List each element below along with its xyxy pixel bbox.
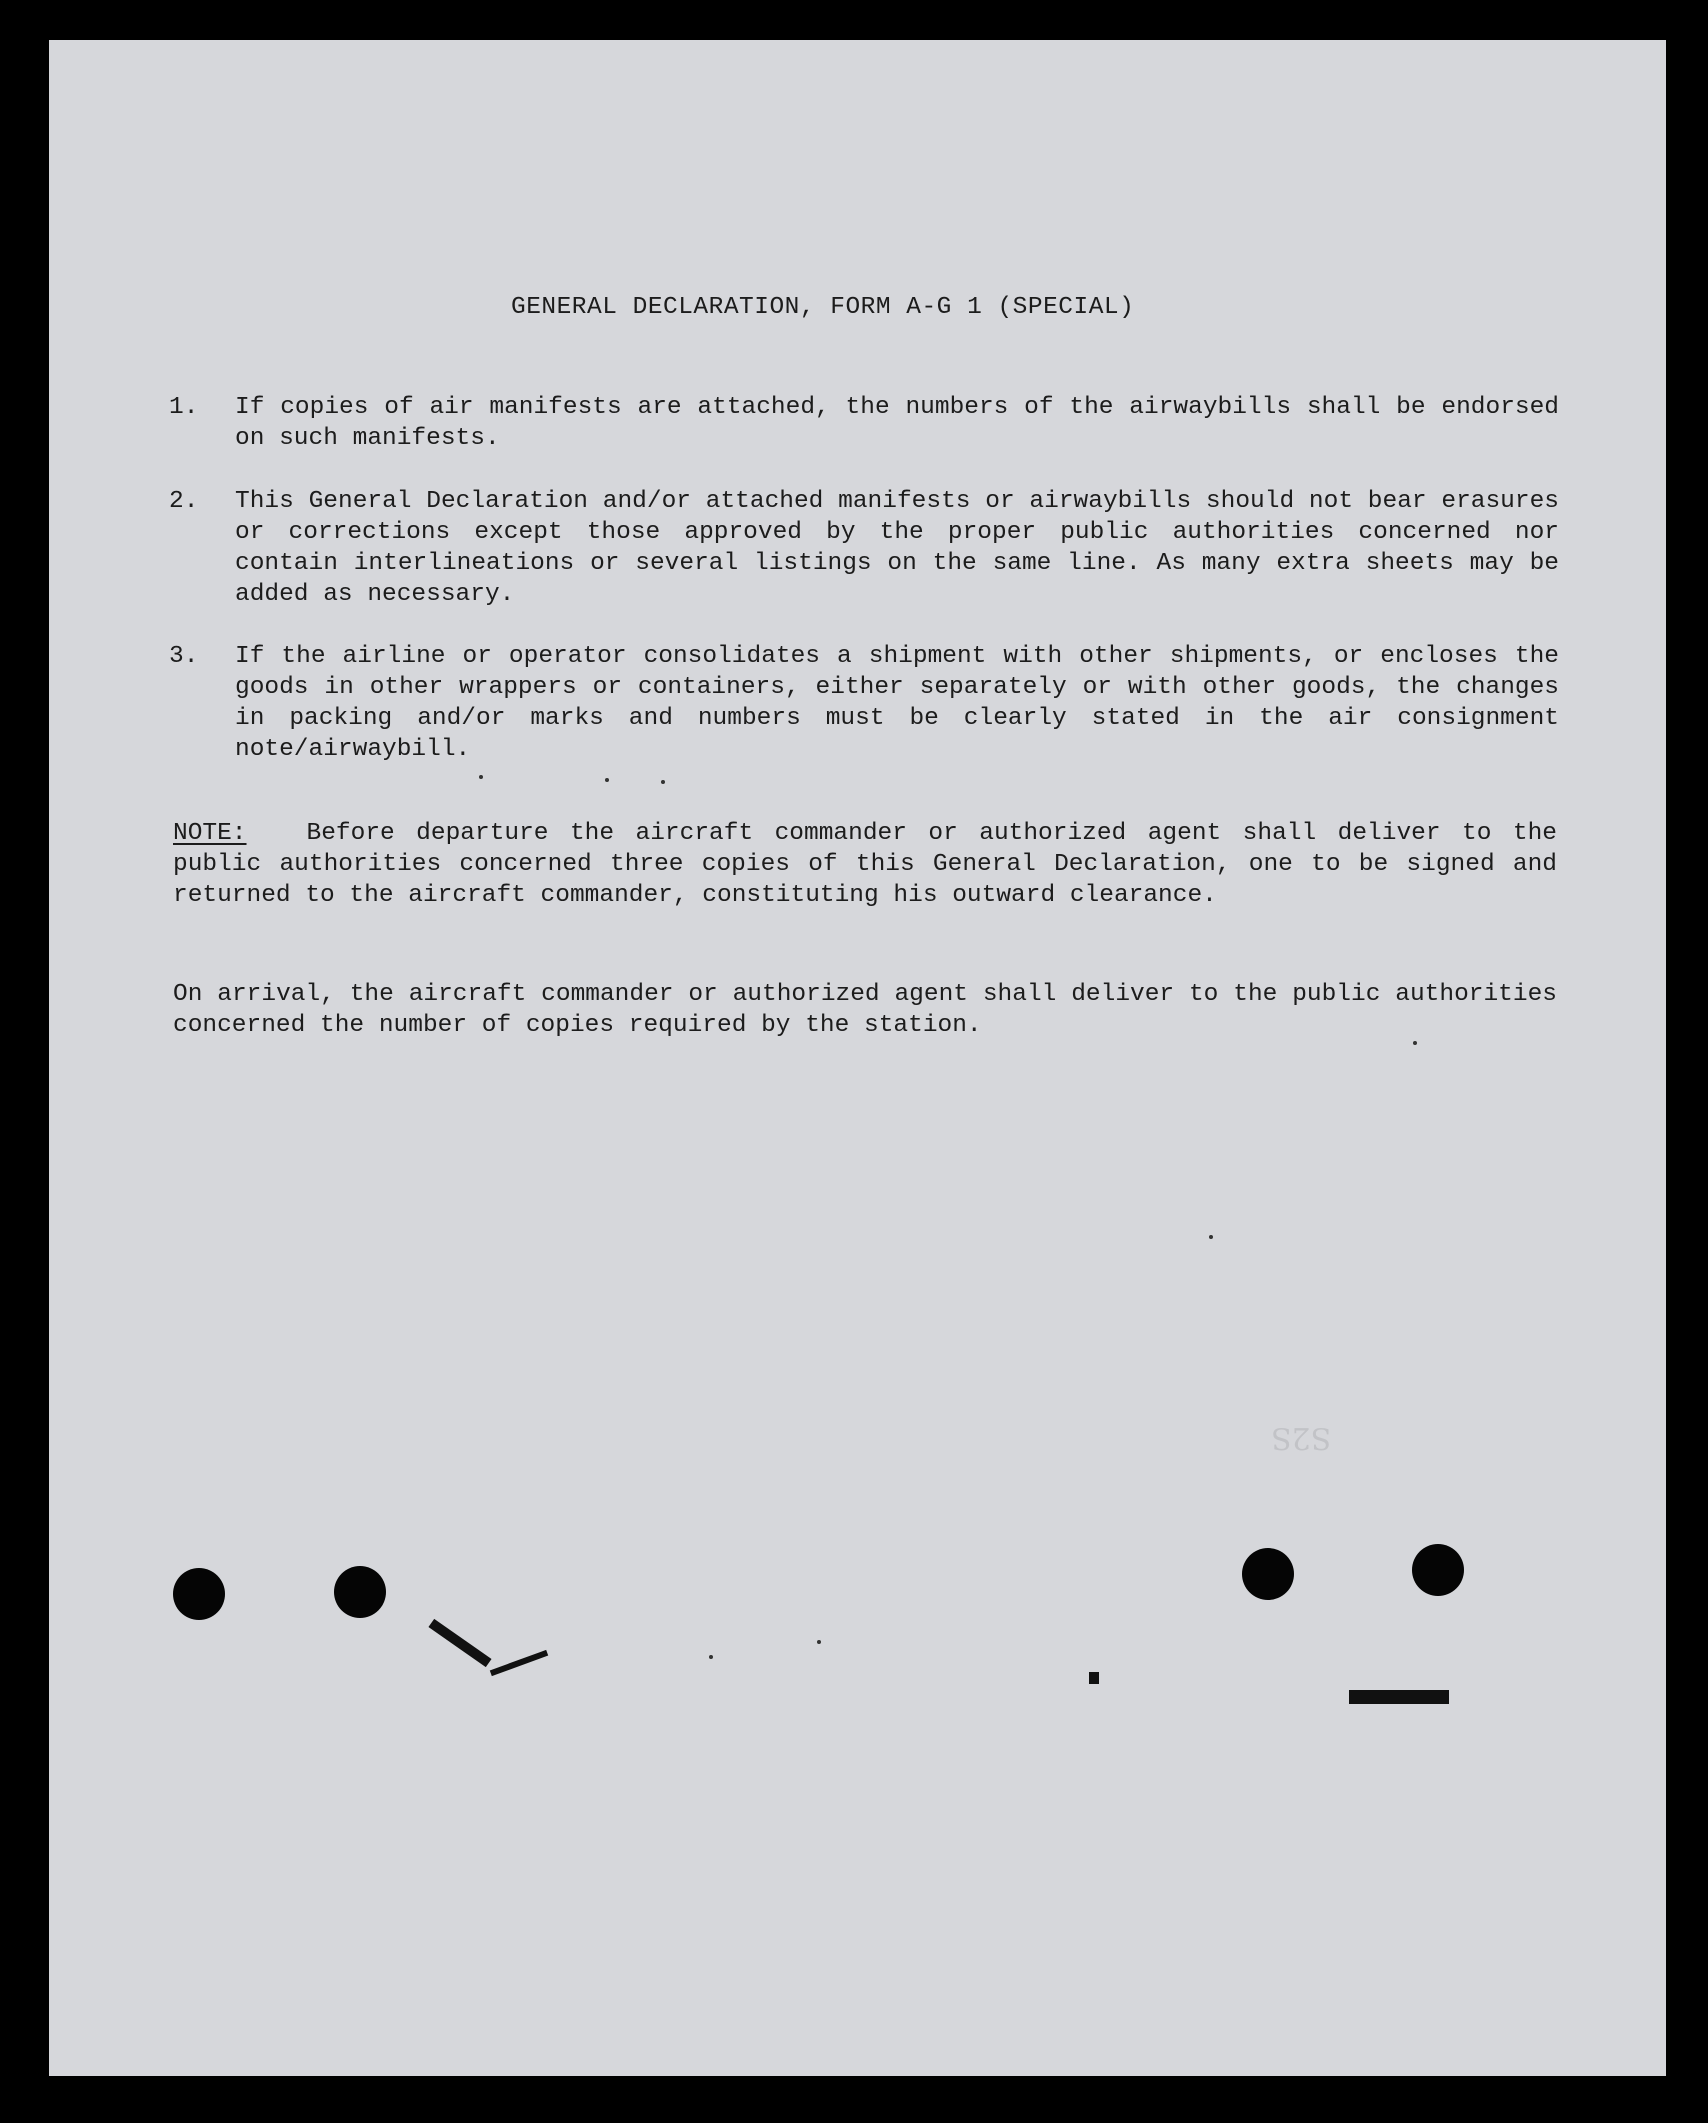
- ink-speck: [1209, 1235, 1213, 1239]
- list-item: [169, 392, 1559, 454]
- document-page: [49, 40, 1666, 2076]
- punch-hole: [173, 1568, 225, 1620]
- torn-edge: [1349, 1690, 1449, 1704]
- torn-edge: [490, 1650, 548, 1676]
- torn-edge: [428, 1619, 491, 1667]
- punch-hole: [334, 1566, 386, 1618]
- list-item: [169, 486, 1559, 610]
- item-number: 1.: [169, 394, 199, 421]
- ink-speck: [661, 780, 665, 784]
- torn-edge: [1089, 1672, 1099, 1684]
- item-text: If the airline or operator consolidates a shipment with other shipments, or encloses the goods in other wrappers or containers, either separately or with other goods, the changes in packing and/or marks and numbers must be clearly stated in the air consignment note/airwaybill.: [235, 643, 1559, 763]
- ink-speck: [605, 778, 609, 782]
- list-item: [169, 641, 1559, 765]
- faint-stamp: S2S: [1271, 1420, 1332, 1455]
- punch-hole: [1412, 1544, 1464, 1596]
- item-number: 2.: [169, 488, 199, 515]
- ink-speck: [817, 1640, 821, 1644]
- note-label: NOTE:: [173, 820, 247, 847]
- document-title: GENERAL DECLARATION, FORM A-G 1 (SPECIAL): [511, 294, 1135, 321]
- note-text: Before departure the aircraft commander or authorized agent shall deliver to the public authorities concerned three copies of this General Declaration, one to be signed and returned to the aircraft commander, constituting his outward clearance.: [173, 820, 1557, 909]
- item-text: If copies of air manifests are attached, the numbers of the airwaybills shall be endorsed on such manifests.: [235, 394, 1559, 452]
- arrival-paragraph: On arrival, the aircraft commander or authorized agent shall deliver to the public authorities concerned the number of copies required by the station.: [173, 981, 1557, 1039]
- ink-speck: [709, 1655, 713, 1659]
- note-paragraph: [173, 818, 1557, 911]
- ink-speck: [479, 775, 483, 779]
- ink-speck: [1413, 1041, 1417, 1045]
- punch-hole: [1242, 1548, 1294, 1600]
- item-number: 3.: [169, 643, 199, 670]
- item-text: This General Declaration and/or attached manifests or airwaybills should not bear erasures or corrections except those approved by the proper public authorities concerned nor contain interlineations or several listings on the same line. As many extra sheets may be added as necessary.: [235, 488, 1559, 608]
